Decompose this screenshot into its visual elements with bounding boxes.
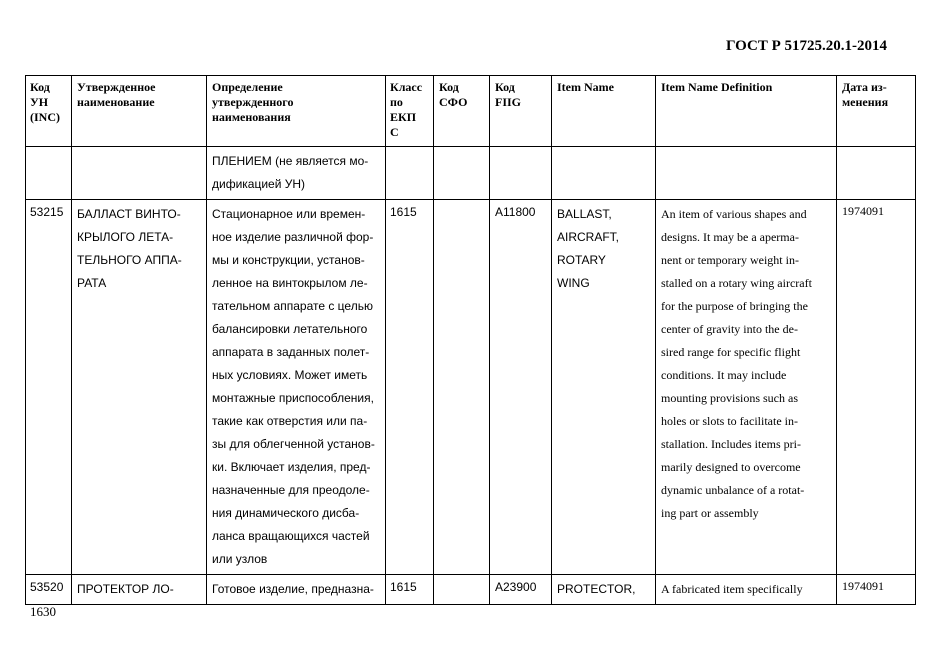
cell-definition: Стационарное или времен- ное изделие различной фор- мы и конструкции, установ- ленное на винтокрылом ле- тательном аппарате с целью балансировки летательного аппарата в заданных полет- ных условиях. Может иметь монтажные приспособления, такие как отверстия или па- зы для облегченной установ- ки. Включает изделия, пред- назначенные для преодоле- ния динамического дисба- ланса вращающихся частей или узлов xyxy=(207,200,386,575)
cell-name: БАЛЛАСТ ВИНТО- КРЫЛОГО ЛЕТА- ТЕЛЬНОГО АППА- РАТА xyxy=(72,200,207,575)
cell-fiig: A11800 xyxy=(490,200,552,575)
col-sfo-header: Код СФО xyxy=(434,76,490,147)
cell-fiig xyxy=(490,147,552,200)
cell-inc: 53520 xyxy=(26,575,72,605)
cell-definition: ПЛЕНИЕМ (не является мо- дификацией УН) xyxy=(207,147,386,200)
cell-name xyxy=(72,147,207,200)
cell-date xyxy=(837,147,916,200)
col-item-definition-header: Item Name Definition xyxy=(656,76,837,147)
col-item-name-header: Item Name xyxy=(552,76,656,147)
cell-name: ПРОТЕКТОР ЛО- xyxy=(72,575,207,605)
cell-item-definition xyxy=(656,147,837,200)
col-inc-header: Код УН (INC) xyxy=(26,76,72,147)
cell-sfo xyxy=(434,200,490,575)
cell-class: 1615 xyxy=(386,200,434,575)
cell-sfo xyxy=(434,147,490,200)
col-approved-name-header: Утвержденное наименование xyxy=(72,76,207,147)
cell-item-definition: An item of various shapes and designs. It may be a aperma- nent or temporary weight in- stalled on a rotary wing aircraft for the purpose of bringing the center of gravity into the de- sired range for specific flight conditions. It may include mounting provisions such as holes or slots to facilitate in- stallation. Includes items pri- marily designed to overcome dynamic unbalance of a rotat- ing part or assembly xyxy=(656,200,837,575)
col-class-header: Класс по ЕКП С xyxy=(386,76,434,147)
col-date-header: Дата из- менения xyxy=(837,76,916,147)
cell-sfo xyxy=(434,575,490,605)
cell-item-name: PROTECTOR, xyxy=(552,575,656,605)
table-row xyxy=(26,200,916,575)
page-number: 1630 xyxy=(30,604,56,619)
table-row-continuation xyxy=(26,147,916,200)
standard-header: ГОСТ Р 51725.20.1-2014 xyxy=(725,38,887,54)
cell-definition: Готовое изделие, предназна- xyxy=(207,575,386,605)
cell-date: 1974091 xyxy=(837,575,916,605)
cell-inc: 53215 xyxy=(26,200,72,575)
classification-table xyxy=(25,75,916,605)
table-header-row xyxy=(26,76,916,147)
cell-class xyxy=(386,147,434,200)
cell-item-name: BALLAST, AIRCRAFT, ROTARY WING xyxy=(552,200,656,575)
table-row xyxy=(26,575,916,605)
cell-date: 1974091 xyxy=(837,200,916,575)
col-fiig-header: Код FIIG xyxy=(490,76,552,147)
cell-class: 1615 xyxy=(386,575,434,605)
cell-fiig: A23900 xyxy=(490,575,552,605)
cell-item-name xyxy=(552,147,656,200)
col-definition-header: Определение утвержденного наименования xyxy=(207,76,386,147)
cell-item-definition: A fabricated item specifically xyxy=(656,575,837,605)
cell-inc xyxy=(26,147,72,200)
